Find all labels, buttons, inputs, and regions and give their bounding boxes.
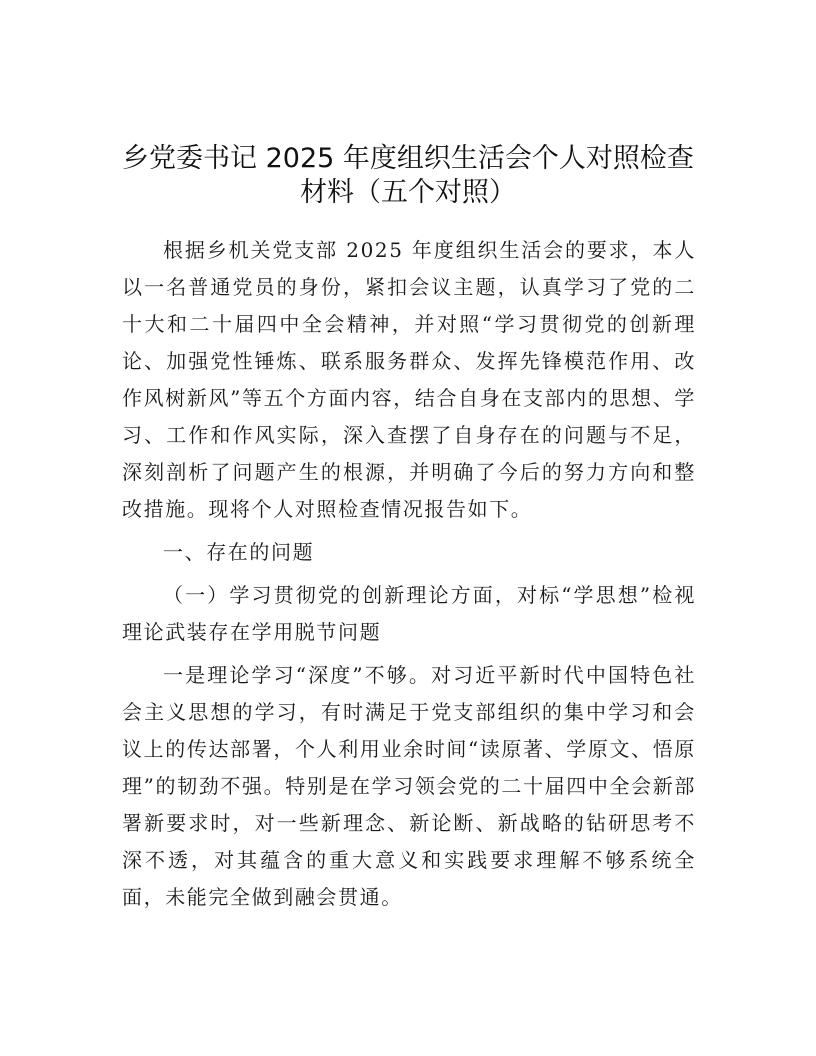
section-heading: 一、存在的问题	[163, 540, 315, 564]
document-body	[122, 232, 696, 916]
intro-paragraph: 根据乡机关党支部 2025 年度组织生活会的要求，本人以一名普通党员的身份，紧扣会议主题，认真学习了党的二十大和二十届四中全会精神，并对照“学习贯彻党的创新理论、加强党性锤炼、联系服务群众、发挥先锋模范作用、改作风树新风”等五个方面内容，结合自身在支部内的思想、学习、工作和作风实际，深入查摆了自身存在的问题与不足，深刻剖析了问题产生的根源，并明确了今后的努力方向和整改措施。现将个人对照检查情况报告如下。	[122, 238, 696, 521]
title-line-2: 材料（五个对照）	[300, 177, 516, 208]
body-paragraph: 一是理论学习“深度”不够。对习近平新时代中国特色社会主义思想的学习，有时满足于党支部组织的集中学习和会议上的传达部署，个人利用业余时间“读原著、学原文、悟原理”的韧劲不强。特别是在学习领会党的二十届四中全会新部署新要求时，对一些新理念、新论断、新战略的钻研思考不深不透，对其蕴含的重大意义和实践要求理解不够系统全面，未能完全做到融会贯通。	[122, 663, 696, 909]
document-title	[100, 142, 716, 210]
title-line-1: 乡党委书记 2025 年度组织生活会个人对照检查	[122, 143, 694, 174]
subsection-heading: （一）学习贯彻党的创新理论方面，对标“学思想”检视理论武装存在学用脱节问题	[122, 583, 696, 644]
